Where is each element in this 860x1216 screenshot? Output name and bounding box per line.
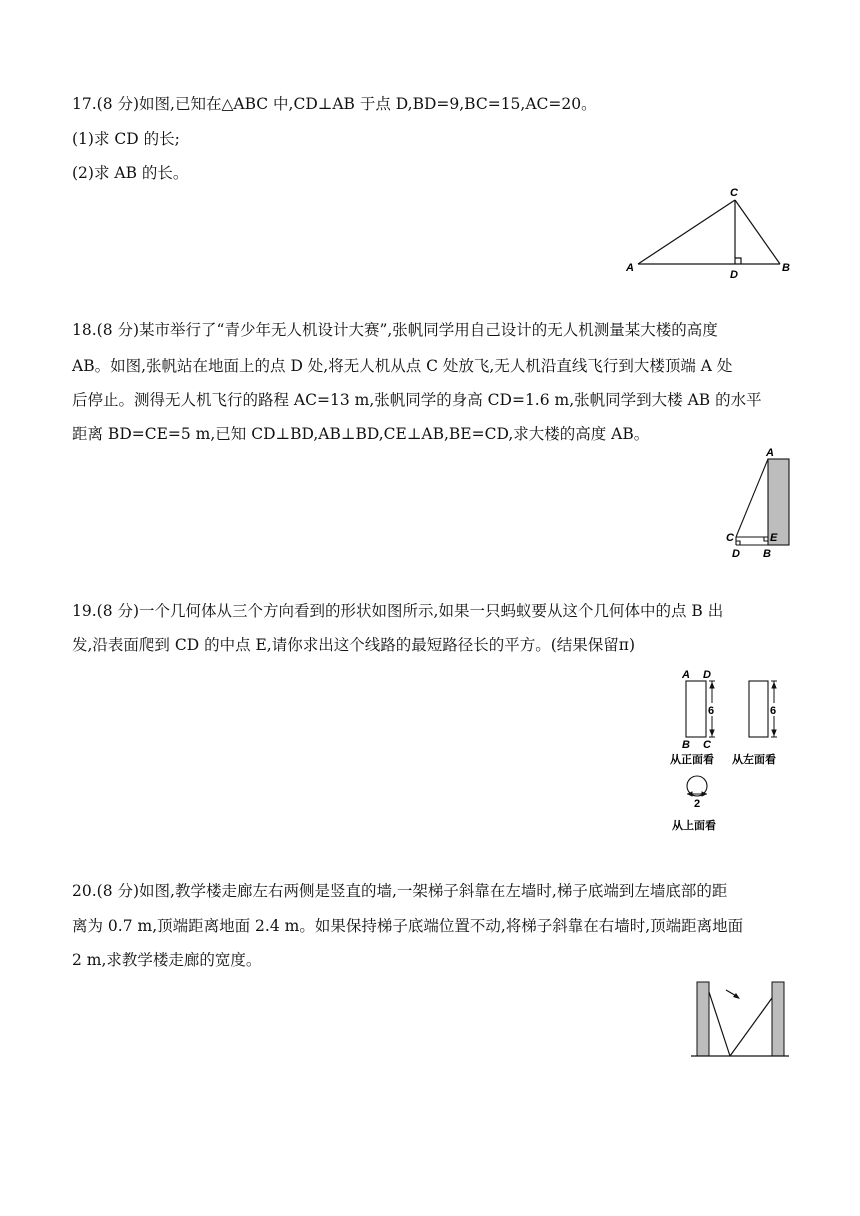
- label-c: C: [703, 739, 711, 751]
- rotation-arrow-head: [733, 993, 740, 999]
- front-view-rect: [686, 681, 706, 737]
- q18-line-1: 18.(8 分)某市举行了“青少年无人机设计大赛”,张帆同学用自己设计的无人机测量某大楼的高度: [72, 321, 718, 339]
- label-d: D: [703, 669, 711, 681]
- q20-ladder-figure: [688, 978, 792, 1062]
- front-view-caption: 从正面看: [670, 753, 714, 766]
- right-wall: [772, 982, 784, 1056]
- ladder-left: [709, 992, 730, 1056]
- segment-ca: [736, 459, 768, 537]
- q18-line-3: 后停止。测得无人机飞行的路程 AC=13 m,张帆同学的身高 CD=1.6 m,张帆同学到大楼 AB 的水平: [72, 391, 762, 409]
- left-wall: [697, 982, 709, 1056]
- q19-line-2: 发,沿表面爬到 CD 的中点 E,请你求出这个线路的最短路径长的平方。(结果保留π): [72, 636, 636, 654]
- q20-line-2: 离为 0.7 m,顶端距离地面 2.4 m。如果保持梯子底端位置不动,将梯子斜靠在右墙时,顶端距离地面: [72, 917, 744, 935]
- q18-line-4: 距离 BD=CE=5 m,已知 CD⊥BD,AB⊥BD,CE⊥AB,BE=CD,求大楼的高度 AB。: [72, 425, 650, 443]
- label-d: D: [732, 548, 740, 560]
- label-b: B: [782, 262, 790, 274]
- left-view-rect: [749, 681, 768, 737]
- q17-line-3: (2)求 AB 的长。: [72, 164, 189, 182]
- label-a: A: [626, 262, 634, 274]
- front-height-label: 6: [708, 705, 715, 717]
- right-angle-mark: [735, 258, 741, 264]
- label-a: A: [766, 447, 774, 459]
- right-angle-mark-d: [736, 541, 740, 545]
- left-view-caption: 从左面看: [732, 753, 776, 766]
- label-c: C: [730, 187, 738, 199]
- q19-three-views-figure: [666, 666, 796, 836]
- label-b: B: [763, 548, 771, 560]
- label-b: B: [682, 739, 690, 751]
- right-angle-mark-e: [764, 537, 768, 541]
- label-a: A: [682, 669, 690, 681]
- label-d: D: [730, 269, 738, 281]
- left-height-label: 6: [770, 705, 777, 717]
- q17-triangle-figure: [620, 183, 795, 283]
- label-c: C: [726, 532, 734, 544]
- q17-line-1: 17.(8 分)如图,已知在△ABC 中,CD⊥AB 于点 D,BD=9,BC=15,AC=20。: [72, 95, 597, 113]
- q19-line-1: 19.(8 分)一个几何体从三个方向看到的形状如图所示,如果一只蚂蚁要从这个几何体中的点 B 出: [72, 602, 724, 620]
- q20-line-1: 20.(8 分)如图,教学楼走廊左右两侧是竖直的墙,一架梯子斜靠在左墙时,梯子底端到左墙底部的距: [72, 882, 728, 900]
- q17-line-2: (1)求 CD 的长;: [72, 130, 180, 148]
- diameter-label: 2: [694, 798, 701, 810]
- q18-building-figure: [722, 444, 797, 562]
- label-e: E: [770, 532, 778, 544]
- segment-ac: [638, 200, 735, 264]
- q18-line-2: AB。如图,张帆站在地面上的点 D 处,将无人机从点 C 处放飞,无人机沿直线飞行到大楼顶端 A 处: [72, 357, 733, 375]
- top-view-caption: 从上面看: [672, 819, 716, 832]
- q20-line-3: 2 m,求教学楼走廊的宽度。: [72, 951, 262, 969]
- segment-bc: [735, 200, 780, 264]
- ladder-right: [730, 998, 772, 1056]
